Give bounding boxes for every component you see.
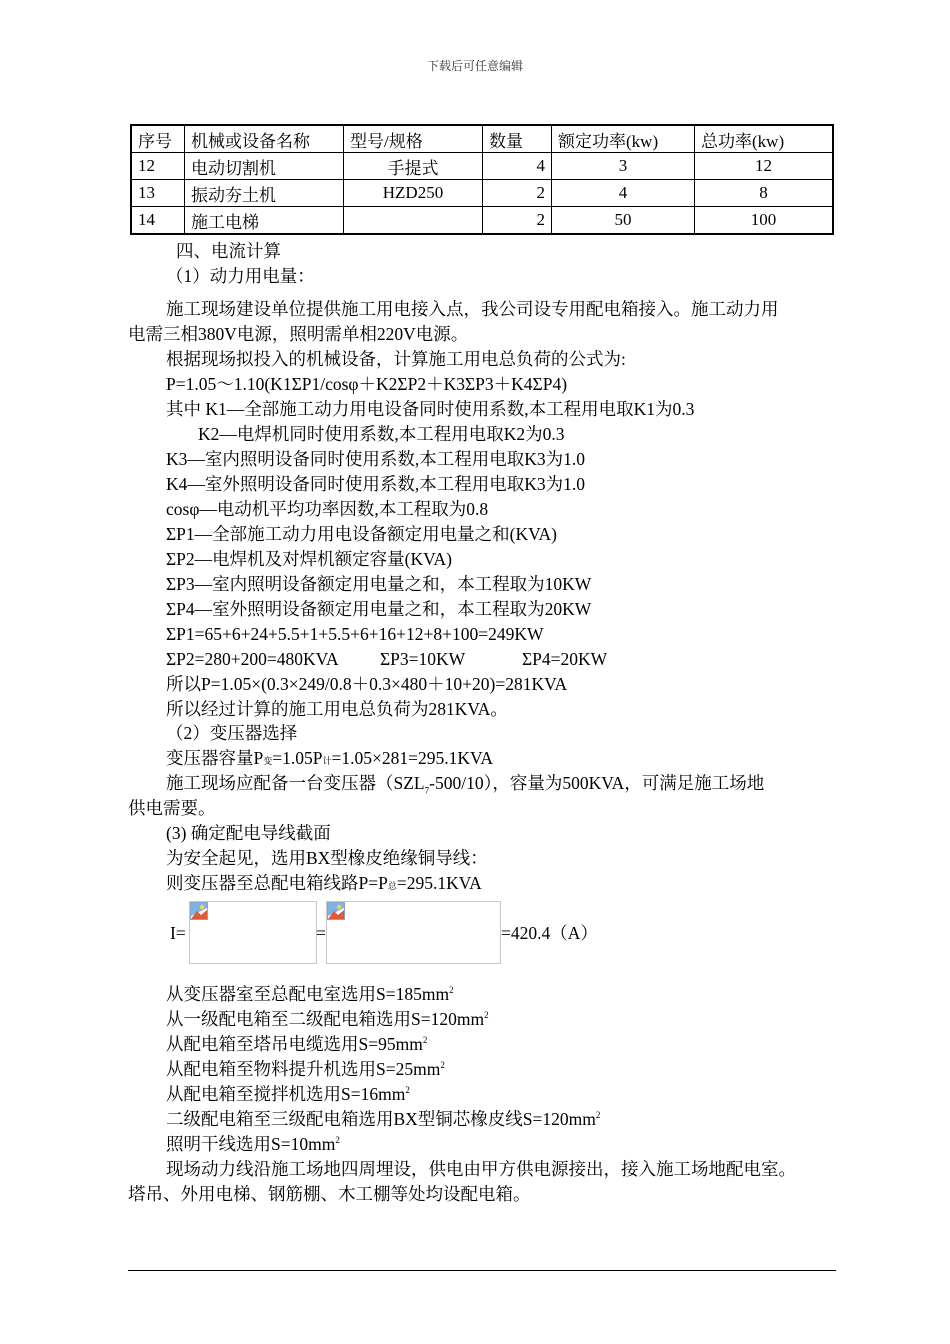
table-header-row xyxy=(131,125,833,153)
cell-name: 振动夯土机 xyxy=(185,180,344,207)
cable-spec-line xyxy=(166,1108,600,1130)
th-index: 序号 xyxy=(131,125,185,153)
cell-qty: 2 xyxy=(483,180,552,207)
subheading-conductor: (3) 确定配电导线截面 xyxy=(166,823,331,843)
text-run: =1.05×281=295.1KVA xyxy=(331,748,494,768)
subscript-text: 总 xyxy=(387,881,397,891)
table-row xyxy=(131,180,833,207)
text-run: 从配电箱至物料提升机选用S=25mm xyxy=(166,1059,441,1079)
cell-model: 手提式 xyxy=(344,153,483,180)
text-run: -500/10），容量为500KVA，可满足施工场地 xyxy=(429,773,765,793)
text-run: 变压器容量P xyxy=(166,748,264,768)
footer-divider xyxy=(128,1270,836,1271)
th-total-power: 总功率(kw) xyxy=(695,125,834,153)
text-run: 从配电箱至搅拌机选用S=16mm xyxy=(166,1084,406,1104)
cell-model: HZD250 xyxy=(344,180,483,207)
th-rated-power: 额定功率(kw) xyxy=(552,125,695,153)
th-name: 机械或设备名称 xyxy=(185,125,344,153)
formula-current-result: =420.4（A） xyxy=(501,923,598,943)
definition-p3: ΣP3—室内照明设备额定用电量之和，本工程取为10KW xyxy=(166,574,592,594)
superscript-text: 2 xyxy=(484,1010,489,1021)
equipment-table xyxy=(130,124,834,235)
cable-spec-line xyxy=(166,1083,410,1105)
text-run: 从一级配电箱至二级配电箱选用S=120mm xyxy=(166,1009,485,1029)
superscript-text: 2 xyxy=(595,1110,601,1121)
cell-name: 电动切割机 xyxy=(185,153,344,180)
transformer-capacity-line xyxy=(166,747,493,772)
subscript-text: 7 xyxy=(424,785,430,796)
formula-equals: = xyxy=(316,923,326,943)
calc-p2: ΣP2=280+200=480KVA xyxy=(166,649,339,669)
table-row xyxy=(131,153,833,180)
th-qty: 数量 xyxy=(483,125,552,153)
section-heading-current: 四、电流计算 xyxy=(176,241,281,261)
superscript-text: 2 xyxy=(422,1035,428,1046)
main-line-power xyxy=(166,872,482,897)
text-run: 照明干线选用S=10mm xyxy=(166,1134,336,1154)
paragraph-line: 塔吊、外用电梯、钢筋棚、木工棚等处均设配电箱。 xyxy=(128,1184,531,1204)
formula-image-placeholder xyxy=(326,901,501,964)
broken-image-icon xyxy=(327,902,345,920)
cell-rated-power: 3 xyxy=(552,153,695,180)
text-run: =1.05P xyxy=(272,748,323,768)
cell-index: 12 xyxy=(131,153,185,180)
calc-p4: ΣP4=20KW xyxy=(522,649,608,669)
cell-name: 施工电梯 xyxy=(185,207,344,235)
definition-k2: K2—电焊机同时使用系数,本工程用电取K2为0.3 xyxy=(198,424,565,444)
cable-spec-line xyxy=(166,983,454,1005)
paragraph-line: 施工现场建设单位提供施工用电接入点，我公司设专用配电箱接入。施工动力用 xyxy=(166,299,779,319)
calc-conclusion: 所以经过计算的施工用电总负荷为281KVA。 xyxy=(166,699,508,719)
definition-cos: cosφ—电动机平均功率因数,本工程取为0.8 xyxy=(166,499,489,519)
text-run: =295.1KVA xyxy=(396,873,482,893)
cable-spec-line xyxy=(166,1058,445,1080)
definition-p1: ΣP1—全部施工动力用电设备额定用电量之和(KVA) xyxy=(166,524,557,544)
paragraph-line: 供电需要。 xyxy=(128,798,216,818)
definition-p4: ΣP4—室外照明设备额定用电量之和，本工程取为20KW xyxy=(166,599,592,619)
cell-qty: 4 xyxy=(483,153,552,180)
subscript-text: 变 xyxy=(263,756,273,766)
paragraph-line: 为安全起见，选用BX型橡皮绝缘铜导线： xyxy=(166,848,488,868)
text-run: 施工现场应配备一台变压器（SZL xyxy=(166,773,425,793)
text-run: 从配电箱至塔吊电缆选用S=95mm xyxy=(166,1034,423,1054)
definition-k1: 其中 K1—全部施工动力用电设备同时使用系数,本工程用电取K1为0.3 xyxy=(166,399,695,419)
subscript-text: 计 xyxy=(322,756,332,766)
formula-image-placeholder xyxy=(189,901,317,964)
superscript-text: 2 xyxy=(335,1135,340,1146)
text-run: 则变压器至总配电箱线路P=P xyxy=(166,873,388,893)
cable-spec-line xyxy=(166,1008,489,1030)
cell-rated-power: 4 xyxy=(552,180,695,207)
formula-total-load: P=1.05～1.10(K1ΣP1/cosφ＋K2ΣP2＋K3ΣP3＋K4ΣP4) xyxy=(166,374,568,394)
cable-spec-line xyxy=(166,1033,427,1055)
cell-total-power: 12 xyxy=(695,153,834,180)
definition-p2: ΣP2—电焊机及对焊机额定容量(KVA) xyxy=(166,549,452,569)
th-model: 型号/规格 xyxy=(344,125,483,153)
cell-index: 13 xyxy=(131,180,185,207)
calc-p3: ΣP3=10KW xyxy=(380,649,466,669)
calc-total-p: 所以P=1.05×(0.3×249/0.8＋0.3×480＋10+20)=281KVA xyxy=(166,674,568,694)
formula-current-lhs: I= xyxy=(170,923,186,943)
cell-rated-power: 50 xyxy=(552,207,695,235)
transformer-spec-line xyxy=(166,772,764,794)
paragraph-line: 现场动力线沿施工场地四周埋设，供电由甲方供电源接出，接入施工场地配电室。 xyxy=(166,1159,796,1179)
paragraph-line: 电需三相380V电源，照明需单相220V电源。 xyxy=(128,324,469,344)
cell-total-power: 100 xyxy=(695,207,834,235)
broken-image-icon xyxy=(190,902,208,920)
table-row xyxy=(131,207,833,235)
superscript-text: 2 xyxy=(405,1085,410,1096)
page-header-note: 下载后可任意编辑 xyxy=(426,59,523,73)
calc-p1: ΣP1=65+6+24+5.5+1+5.5+6+16+12+8+100=249KW xyxy=(166,624,544,644)
cell-model xyxy=(344,207,483,235)
subheading-power-load: （1）动力用电量： xyxy=(166,266,315,286)
paragraph-line: 根据现场拟投入的机械设备，计算施工用电总负荷的公式为: xyxy=(166,349,626,369)
cell-index: 14 xyxy=(131,207,185,235)
cable-spec-line xyxy=(166,1133,340,1155)
subheading-transformer: （2）变压器选择 xyxy=(166,723,298,743)
superscript-text: 2 xyxy=(449,985,454,996)
text-run: 二级配电箱至三级配电箱选用BX型铜芯橡皮线S=120mm xyxy=(166,1109,596,1129)
definition-k3: K3—室内照明设备同时使用系数,本工程用电取K3为1.0 xyxy=(166,449,586,469)
superscript-text: 2 xyxy=(440,1060,445,1071)
definition-k4: K4—室外照明设备同时使用系数,本工程用电取K3为1.0 xyxy=(166,474,586,494)
cell-qty: 2 xyxy=(483,207,552,235)
text-run: 从变压器室至总配电室选用S=185mm xyxy=(166,984,450,1004)
cell-total-power: 8 xyxy=(695,180,834,207)
